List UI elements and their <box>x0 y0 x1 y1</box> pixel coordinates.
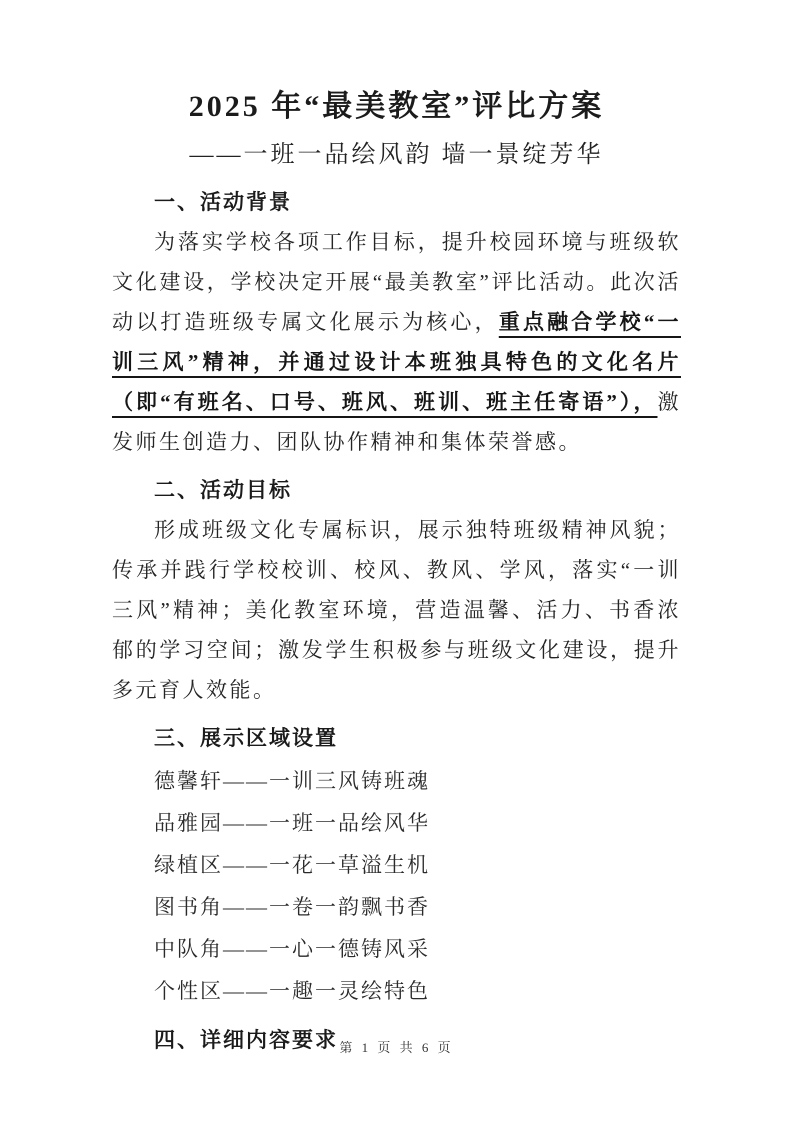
section-details-heading: 四、详细内容要求 <box>154 1028 338 1052</box>
zone-item-gexingqu: 个性区——一趣一灵绘特色 <box>154 979 430 1003</box>
zone-item-dexinxuan: 德馨轩——一训三风铸班魂 <box>154 769 430 793</box>
goals-paragraph: 形成班级文化专属标识，展示独特班级精神风貌；传承并践行学校校训、校风、教风、学风，落实“一训三风”精神；美化教室环境，营造温馨、活力、书香浓郁的学习空间；激发学生积极参与班级文化建设，提升多元育人效能。 <box>112 518 681 702</box>
background-text-emphasis: 重点融合学校“一训三风”精神，并通过设计本班独具特色的文化名片（即“有班名、口号、班风、班训、班主任寄语”）， <box>112 310 681 414</box>
doc-title: 2025 年“最美教室”评比方案 <box>188 90 605 123</box>
zone-item-tushujiao: 图书角——一卷一韵飘书香 <box>154 895 430 919</box>
zone-list <box>112 760 681 1012</box>
zone-item-lvzhiqu: 绿植区——一花一草溢生机 <box>154 853 430 877</box>
section-zones-heading: 三、展示区域设置 <box>154 726 338 750</box>
background-text-normal-2: 激发师生创造力、团队协作精神和集体荣誉感。 <box>112 390 681 454</box>
section-background-heading: 一、活动背景 <box>154 190 292 214</box>
zone-item-zhongduijiao: 中队角——一心一德铸风采 <box>154 937 430 961</box>
section-goals-heading: 二、活动目标 <box>154 478 292 502</box>
page-footer: 第 1 页 共 6 页 <box>339 1040 454 1055</box>
doc-subtitle: ——一班一品绘风韵 墙一景绽芳华 <box>189 142 604 168</box>
zone-item-pinyayuan: 品雅园——一班一品绘风华 <box>154 811 430 835</box>
background-text-normal-1: 为落实学校各项工作目标，提升校园环境与班级软文化建设，学校决定开展“最美教室”评比活动。此次活动以打造班级专属文化展示为核心， <box>112 230 681 334</box>
background-paragraph <box>112 222 681 462</box>
